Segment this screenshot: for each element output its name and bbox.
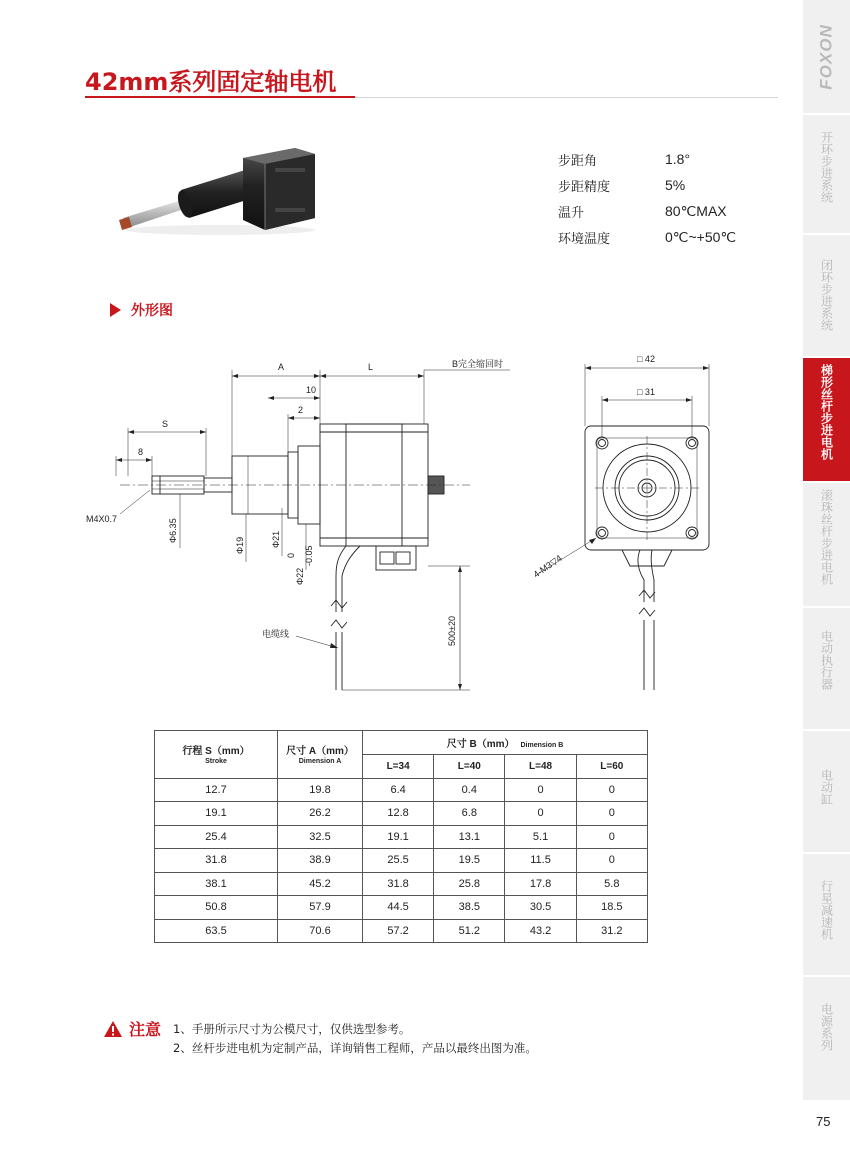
cell: 43.2 [505, 919, 576, 943]
cell: 0 [576, 802, 647, 826]
triangle-bullet-icon [110, 303, 121, 317]
dim-label-d635: Φ6.35 [168, 518, 178, 543]
cell: 45.2 [278, 872, 363, 896]
cell: 25.8 [434, 872, 505, 896]
cell: 0 [576, 849, 647, 873]
cell: 31.2 [576, 919, 647, 943]
sidebar-item-label: 闭环步进系统 [819, 259, 834, 331]
th-dim-b [363, 731, 648, 755]
sidebar-item-open-loop[interactable] [803, 113, 850, 233]
spec-value: 0℃~+50℃ [665, 228, 737, 245]
cell: 26.2 [278, 802, 363, 826]
dim-label-b-note: B完全缩回时 [452, 359, 504, 369]
spec-label: 温升 [558, 205, 585, 221]
cell: 18.5 [576, 896, 647, 920]
cell: 12.7 [155, 778, 278, 802]
cell: 11.5 [505, 849, 576, 873]
section-title: 外形图 [131, 303, 173, 319]
cell: 17.8 [505, 872, 576, 896]
dim-label-d19: Φ19 [235, 536, 245, 554]
cell: 70.6 [278, 919, 363, 943]
spec-row [558, 198, 736, 224]
cell: 31.8 [155, 849, 278, 873]
cell: 31.8 [363, 872, 434, 896]
dim-label-8: 8 [138, 447, 144, 457]
cell: 0 [576, 825, 647, 849]
dim-label-thread: M4X0.7 [86, 514, 118, 524]
cell: 38.1 [155, 872, 278, 896]
sidebar-item-label: 电动执行器 [819, 630, 834, 690]
dim-label-tol0: 0 [286, 552, 296, 558]
cell: 25.5 [363, 849, 434, 873]
sidebar-item-ball-screw[interactable] [803, 481, 850, 606]
sidebar-item-actuator[interactable] [803, 606, 850, 729]
cell: 38.5 [434, 896, 505, 920]
page-number: 75 [816, 1114, 831, 1129]
spec-value: 1.8° [665, 151, 691, 167]
section-heading [110, 300, 173, 320]
table-row [155, 919, 648, 943]
th-sub-col: L=34 [363, 755, 434, 779]
sidebar-item-label: 电源系列 [819, 1003, 834, 1051]
dimension-table [154, 730, 648, 943]
cell: 63.5 [155, 919, 278, 943]
th-dim-a-label: 尺寸 A（mm） [286, 746, 354, 758]
notes [103, 1020, 537, 1058]
cell: 6.4 [363, 778, 434, 802]
sidebar-item-planetary-reducer[interactable] [803, 852, 850, 975]
th-dim-b-en: Dimension B [520, 742, 564, 749]
cell: 30.5 [505, 896, 576, 920]
spec-value: 5% [665, 177, 686, 193]
cell: 44.5 [363, 896, 434, 920]
dimension-drawing [0, 340, 780, 710]
warning-icon [103, 1020, 123, 1038]
table-row [155, 778, 648, 802]
sidebar-item-label: 滚珠丝杆步进电机 [819, 489, 834, 585]
cell: 25.4 [155, 825, 278, 849]
dim-label-sq42: □ 42 [637, 354, 655, 364]
table-row [155, 802, 648, 826]
cell: 51.2 [434, 919, 505, 943]
cell: 13.1 [434, 825, 505, 849]
cell: 5.8 [576, 872, 647, 896]
sidebar-item-label: 行星减速机 [819, 880, 834, 940]
th-dim-b-label: 尺寸 B（mm） [446, 739, 515, 750]
dim-label-holes: 4-M3▽4 [531, 552, 564, 580]
th-dim-a-en: Dimension A [298, 758, 342, 766]
note-line: 1、手册所示尺寸为公模尺寸，仅供选型参考。 [173, 1022, 411, 1036]
th-sub-col: L=40 [434, 755, 505, 779]
spec-row [558, 224, 736, 250]
th-stroke [155, 731, 278, 779]
cell: 19.8 [278, 778, 363, 802]
title-rule [355, 97, 778, 98]
dim-label-2: 2 [298, 405, 304, 415]
table-row [155, 849, 648, 873]
spec-label: 步距角 [558, 153, 598, 169]
note-line: 2、丝杆步进电机为定制产品，详询销售工程师，产品以最终出图为准。 [173, 1041, 537, 1055]
sidebar-item-label: 电动缸 [819, 769, 834, 805]
cell: 6.8 [434, 802, 505, 826]
cell: 57.2 [363, 919, 434, 943]
page-title: 42mm系列固定轴电机 [85, 68, 337, 96]
th-stroke-label: 行程 S（mm） [182, 746, 250, 758]
brand-logo [803, 0, 850, 113]
cell: 19.5 [434, 849, 505, 873]
th-stroke-en: Stroke [205, 758, 227, 766]
sidebar-item-label: 开环步进系统 [819, 131, 834, 203]
cell: 57.9 [278, 896, 363, 920]
th-sub-col: L=48 [505, 755, 576, 779]
th-sub-col: L=60 [576, 755, 647, 779]
dim-label-sq31: □ 31 [637, 387, 655, 397]
table-row [155, 872, 648, 896]
th-dim-a [278, 731, 363, 779]
cell: 0 [505, 778, 576, 802]
dim-label-d21: Φ21 [271, 530, 281, 548]
sidebar-item-closed-loop[interactable] [803, 233, 850, 356]
sidebar-item-power-supply[interactable] [803, 975, 850, 1100]
notes-label: 注意 [129, 1020, 162, 1039]
dim-label-l: L [368, 362, 374, 372]
table-row [155, 896, 648, 920]
cell: 0.4 [434, 778, 505, 802]
sidebar-item-trapezoidal-screw[interactable] [803, 356, 850, 481]
sidebar-item-label: 梯形丝杆步进电机 [819, 364, 834, 460]
cell: 0 [576, 778, 647, 802]
title-underline [85, 96, 355, 98]
dim-label-d22: Φ22 [295, 567, 305, 585]
spec-label: 环境温度 [558, 231, 611, 247]
dim-label-10: 10 [306, 385, 317, 395]
cell: 38.9 [278, 849, 363, 873]
spec-list [558, 146, 736, 250]
spec-value: 80℃MAX [665, 202, 727, 219]
brand-logo-text: FOXON [816, 23, 836, 90]
table-row [155, 825, 648, 849]
cell: 0 [505, 802, 576, 826]
cell: 5.1 [505, 825, 576, 849]
spec-row [558, 172, 736, 198]
cell: 12.8 [363, 802, 434, 826]
cell: 32.5 [278, 825, 363, 849]
dim-label-s: S [162, 419, 169, 429]
sidebar-item-cylinder[interactable] [803, 729, 850, 852]
cell: 50.8 [155, 896, 278, 920]
dim-label-tol: -0.05 [304, 545, 314, 566]
spec-label: 步距精度 [558, 179, 611, 195]
dim-label-a: A [278, 362, 285, 372]
product-photo [115, 138, 325, 238]
dim-label-500: 500±20 [447, 616, 457, 646]
cell: 19.1 [155, 802, 278, 826]
cell: 19.1 [363, 825, 434, 849]
spec-row [558, 146, 736, 172]
cable-label: 电缆线 [262, 629, 290, 639]
